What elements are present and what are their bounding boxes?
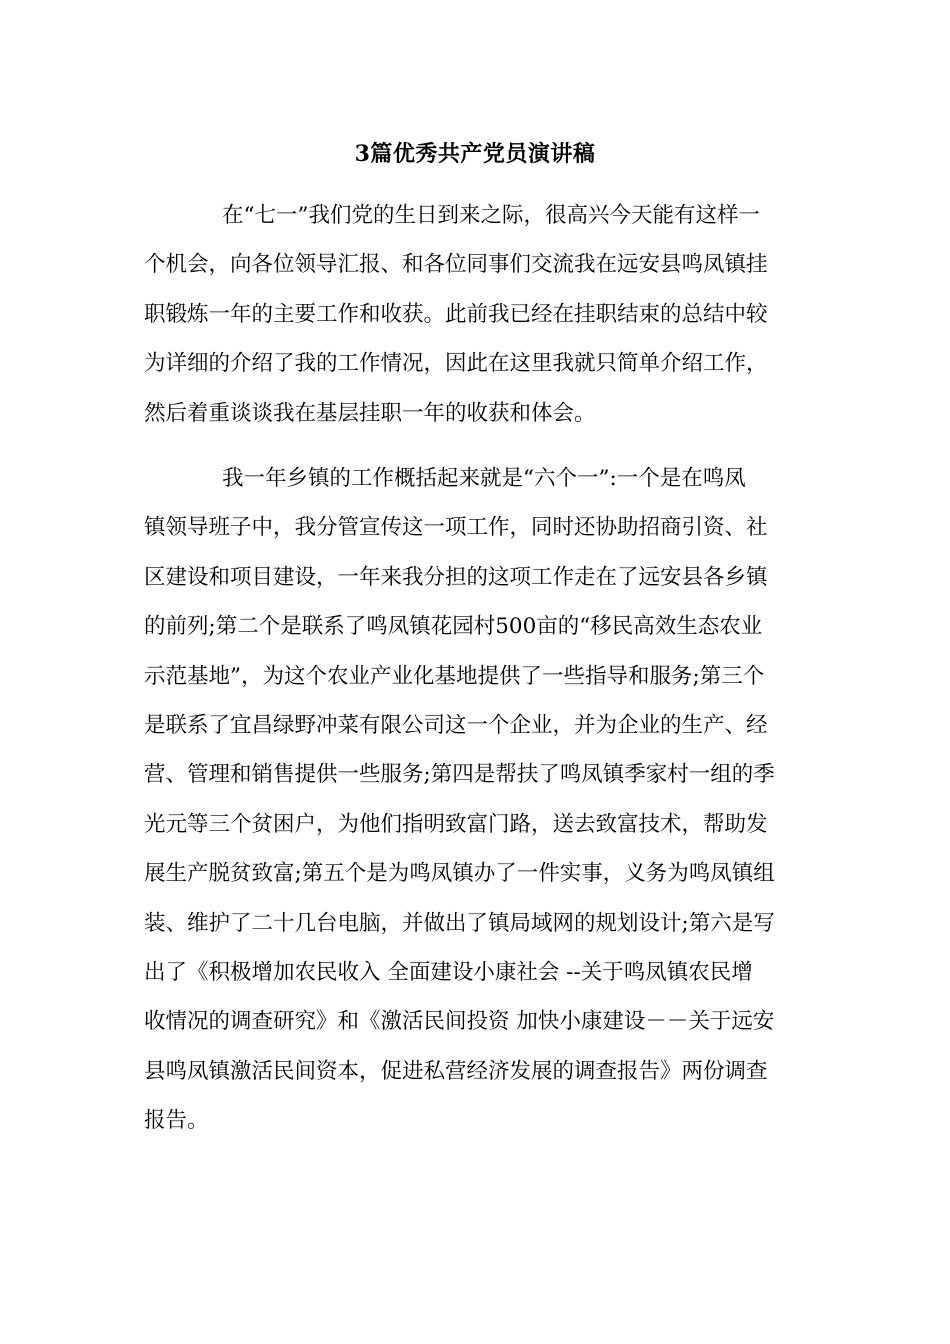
text-line: 我一年乡镇的工作概括起来就是“六个一”:一个是在鸣凤: [222, 466, 746, 491]
text-line: 光元等三个贫困户，为他们指明致富门路，送去致富技术，帮助发: [144, 811, 768, 837]
text-line: 收情况的调查研究》和《激活民间投资 加快小康建设－－关于远安: [144, 1009, 775, 1035]
text-line: 区建设和项目建设，一年来我分担的这项工作走在了远安县各乡镇: [144, 564, 768, 590]
text-line: 在“七一”我们党的生日到来之际，很高兴今天能有这样一: [222, 203, 760, 228]
text-line: 是联系了宜昌绿野冲菜有限公司这一个企业，并为企业的生产、经: [144, 712, 768, 738]
text-line: 为详细的介绍了我的工作情况，因此在这里我就只简单介绍工作，: [144, 351, 768, 377]
text-line: 镇领导班子中，我分管宣传这一项工作，同时还协助招商引资、社: [144, 515, 768, 541]
text-line: 示范基地”，为这个农业产业化基地提供了一些指导和服务;第三个: [144, 663, 765, 689]
text-line: 报告。: [144, 1108, 209, 1134]
text-line: 然后着重谈谈我在基层挂职一年的收获和体会。: [144, 400, 596, 426]
text-line: 职锻炼一年的主要工作和收获。此前我已经在挂职结束的总结中较: [144, 301, 768, 327]
text-line: 营、管理和销售提供一些服务;第四是帮扶了鸣凤镇季家村一组的季: [144, 762, 775, 788]
text-line: 装、维护了二十几台电脑，并做出了镇局域网的规划设计;第六是写: [144, 910, 775, 936]
paragraph-1: [144, 191, 824, 438]
text-line: 个机会，向各位领导汇报、和各位同事们交流我在远安县鸣凤镇挂: [144, 252, 768, 278]
text-line: 出了《积极增加农民收入 全面建设小康社会 --关于鸣凤镇农民增: [144, 959, 753, 985]
text-line: 县鸣凤镇激活民间资本，促进私营经济发展的调查报告》两份调查: [144, 1058, 768, 1084]
text-line: 展生产脱贫致富;第五个是为鸣凤镇办了一件实事，义务为鸣凤镇组: [144, 861, 775, 887]
document-title: 3篇优秀共产党员演讲稿: [354, 141, 596, 167]
text-line: 的前列;第二个是联系了鸣凤镇花园村500亩的“移民高效生态农业: [144, 614, 763, 640]
paragraph-2: [144, 454, 824, 1145]
